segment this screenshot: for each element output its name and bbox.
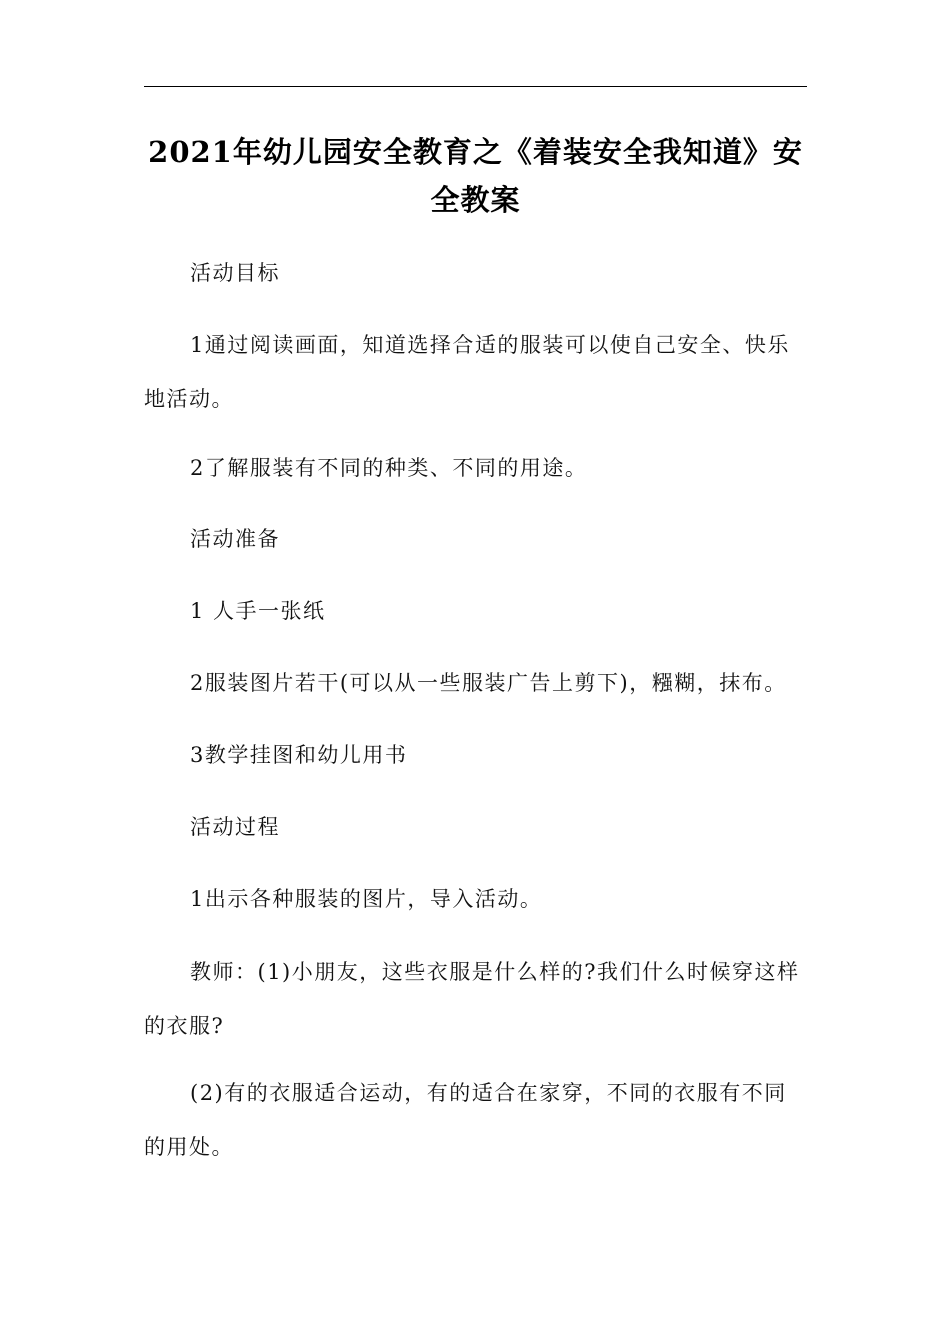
paragraph-goal-1: 1通过阅读画面，知道选择合适的服装可以使自己安全、快乐地活动。 bbox=[144, 333, 790, 411]
paragraph-prep-2: 2服装图片若干(可以从一些服装广告上剪下)，糨糊，抹布。 bbox=[190, 671, 787, 695]
paragraph-prep-3: 3教学挂图和幼儿用书 bbox=[190, 743, 408, 767]
paragraph-teacher-question: 教师：(1)小朋友，这些衣服是什么样的?我们什么时候穿这样的衣服? bbox=[144, 960, 800, 1038]
paragraph-section-prep: 活动准备 bbox=[190, 527, 280, 551]
paragraph-prep-1: 1 人手一张纸 bbox=[190, 599, 326, 623]
paragraph-goal-2: 2了解服装有不同的种类、不同的用途。 bbox=[190, 456, 588, 480]
document-title: 2021年幼儿园安全教育之《着装安全我知道》安全教案 bbox=[148, 135, 803, 217]
paragraph-teacher-summary: (2)有的衣服适合运动，有的适合在家穿，不同的衣服有不同的用处。 bbox=[144, 1081, 787, 1159]
paragraph-section-goals: 活动目标 bbox=[190, 261, 280, 285]
paragraph-section-process: 活动过程 bbox=[190, 815, 280, 839]
paragraph-process-1: 1出示各种服装的图片，导入活动。 bbox=[190, 887, 543, 911]
header-rule bbox=[144, 86, 807, 87]
